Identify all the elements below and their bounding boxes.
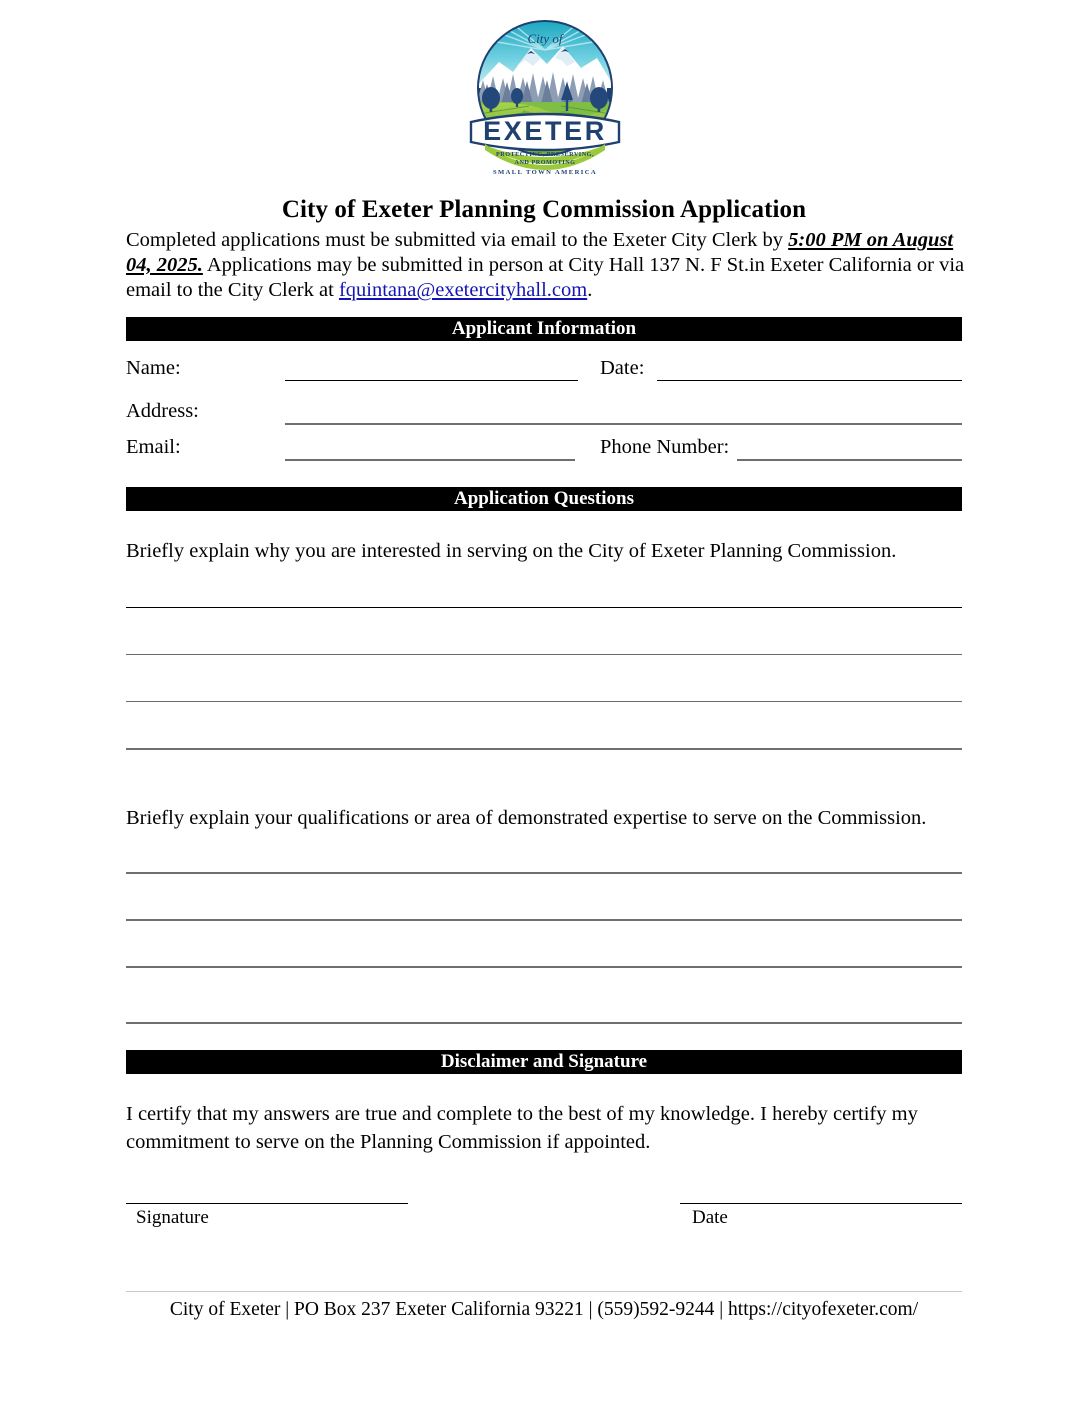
- intro-part1: Completed applications must be submitted via email to the Exeter City Clerk by: [126, 229, 789, 251]
- label-address: Address:: [126, 400, 199, 422]
- intro-paragraph: [126, 228, 966, 303]
- question-2-answer-line-3[interactable]: [126, 966, 962, 968]
- input-signature-date[interactable]: [680, 1203, 962, 1204]
- input-address[interactable]: [285, 423, 962, 425]
- page-title: City of Exeter Planning Commission Application: [281, 196, 807, 223]
- question-2-text: Briefly explain your qualifications or area of demonstrated expertise to serve on the Commission.: [126, 807, 927, 829]
- question-1-answer-line-3[interactable]: [126, 701, 962, 702]
- label-signature: Signature: [136, 1207, 209, 1228]
- question-1-answer-line-4[interactable]: [126, 748, 962, 750]
- disclaimer-text: I certify that my answers are true and complete to the best of my knowledge. I hereby certify my commitment to serve on the Planning Commission if appointed.: [126, 1103, 918, 1153]
- logo-tagline-line3: SMALL TOWN AMERICA: [492, 169, 598, 176]
- intro-part3: .: [587, 279, 593, 301]
- logo-banner-text: EXETER: [483, 116, 607, 146]
- section-header-application-questions: Application Questions: [126, 487, 962, 511]
- logo-tagline-line1: PROTECTING, PRESERVING,: [495, 151, 595, 158]
- submission-deadline: 5:00 PM on August 04, 2025.: [126, 229, 954, 276]
- label-name: Name:: [126, 357, 181, 379]
- question-2-answer-line-2[interactable]: [126, 919, 962, 921]
- input-phone-number[interactable]: [737, 459, 962, 461]
- question-1-answer-line-1[interactable]: [126, 607, 962, 608]
- label-date: Date:: [600, 357, 645, 379]
- input-date[interactable]: [657, 380, 962, 381]
- logo-tagline-line2: AND PROMOTING: [514, 159, 576, 166]
- intro-part2: Applications may be submitted in person at City Hall 137 N. F St.in Exeter California or via email to the City Clerk at: [126, 254, 965, 301]
- label-signature-date: Date: [692, 1207, 728, 1228]
- footer-contact-info: City of Exeter | PO Box 237 Exeter California 93221 | (559)592-9244 | https://cityofexeter.com/: [169, 1299, 919, 1320]
- input-signature[interactable]: [126, 1203, 408, 1204]
- label-email: Email:: [126, 436, 181, 458]
- city-of-exeter-seal-logo: [455, 10, 635, 178]
- label-phone-number: Phone Number:: [600, 436, 730, 458]
- section-header-disclaimer-and-signature: Disclaimer and Signature: [126, 1050, 962, 1074]
- footer-separator: [126, 1291, 962, 1292]
- question-2-answer-line-1[interactable]: [126, 872, 962, 874]
- question-1-text: Briefly explain why you are interested in serving on the City of Exeter Planning Commission.: [126, 540, 897, 562]
- question-1-answer-line-2[interactable]: [126, 654, 962, 655]
- logo-script-text: City of: [527, 31, 563, 46]
- clerk-email-link[interactable]: fquintana@exetercityhall.com: [338, 279, 588, 301]
- input-name[interactable]: [285, 380, 578, 381]
- question-2-answer-line-4[interactable]: [126, 1022, 962, 1024]
- section-header-applicant-information: Applicant Information: [126, 317, 962, 341]
- input-email[interactable]: [285, 459, 575, 461]
